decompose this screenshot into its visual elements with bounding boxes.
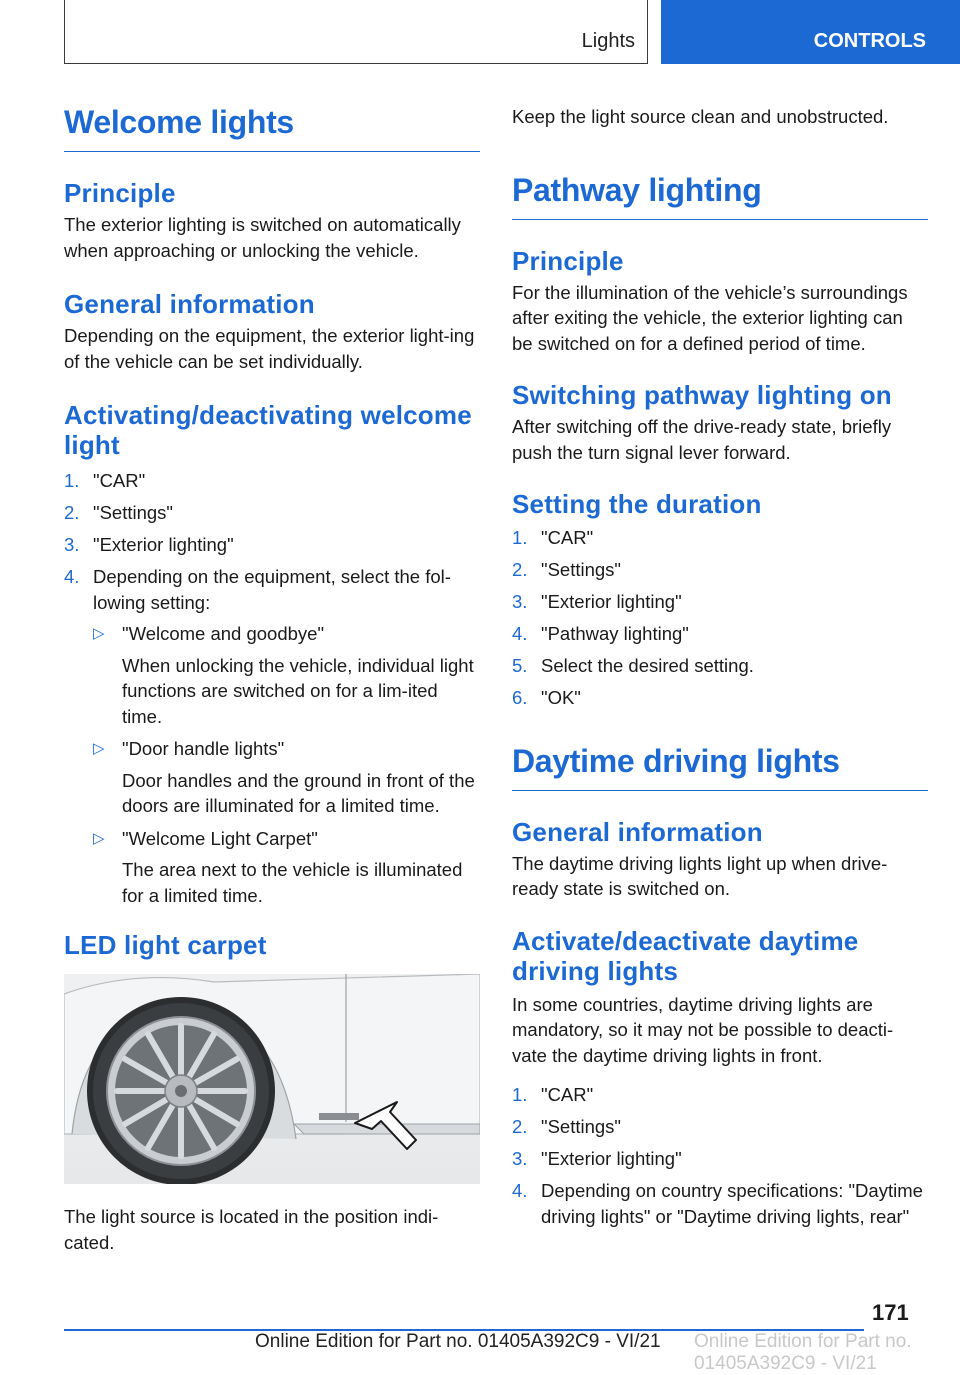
- header-section-label: Lights: [581, 30, 635, 52]
- daytime-driving-title: Daytime driving lights: [512, 739, 928, 791]
- keep-clean-text: Keep the light source clean and unobstructed.: [512, 106, 889, 127]
- step-text: "Exterior lighting": [541, 591, 682, 612]
- step-text: "Pathway lighting": [541, 623, 689, 644]
- step-text: "Exterior lighting": [541, 1148, 682, 1169]
- option-description: The area next to the vehicle is illuminated for a limited time.: [122, 859, 463, 906]
- step-text: Depending on the equipment, select the fol-lowing setting:: [93, 566, 451, 613]
- option-label: "Welcome Light Carpet": [122, 827, 318, 849]
- option-label: "Welcome and goodbye": [122, 623, 325, 644]
- welcome-options-list: [93, 621, 480, 908]
- option-description: Door handles and the ground in front of the doors are illuminated for a limited time.: [122, 769, 475, 816]
- list-item: [512, 653, 928, 679]
- list-item: [512, 1114, 928, 1140]
- list-item: [64, 500, 480, 526]
- step-text: "Settings": [541, 1116, 621, 1137]
- led-carpet-illustration: [64, 974, 480, 1184]
- led-carpet-heading: LED light carpet: [64, 930, 267, 960]
- list-item: [512, 685, 928, 711]
- option-description: When unlocking the vehicle, individual light functions are switched on for a lim-ited time.: [122, 654, 474, 727]
- step-number: 2.: [512, 1116, 528, 1137]
- option-item: [93, 621, 480, 729]
- general-info-text: Depending on the equipment, the exterior light-ing of the vehicle can be set individually.: [64, 325, 475, 372]
- step-number: 1.: [512, 527, 528, 548]
- pathway-principle-text: For the illumination of the vehicle’s surroundings after exiting the vehicle, the exterior lighting can be switched on for a defined period of time.: [512, 281, 908, 354]
- step-number: 4.: [512, 1180, 528, 1201]
- daytime-general-text: The daytime driving lights light up when drive-ready state is switched on.: [512, 852, 888, 899]
- welcome-lights-title: Welcome lights: [64, 100, 480, 152]
- list-item: [64, 532, 480, 558]
- step-text: "CAR": [541, 527, 594, 548]
- pathway-lighting-title: Pathway lighting: [512, 168, 928, 220]
- step-text: "OK": [541, 687, 581, 708]
- page-number: 171: [872, 1300, 909, 1325]
- step-text: "Settings": [541, 559, 621, 580]
- list-item: [512, 557, 928, 583]
- activate-welcome-heading: Activating/deactivating welcome light: [64, 400, 472, 460]
- left-column: [64, 100, 480, 1255]
- step-number: 3.: [64, 534, 80, 555]
- option-label: "Door handle lights": [122, 738, 285, 759]
- step-number: 2.: [64, 502, 80, 523]
- duration-steps-list: [512, 525, 928, 711]
- daytime-steps-list: [512, 1082, 928, 1229]
- step-text: Select the desired setting.: [541, 655, 754, 676]
- setting-duration-heading: Setting the duration: [512, 489, 762, 519]
- list-item: [512, 1178, 928, 1229]
- step-number: 4.: [512, 623, 528, 644]
- list-item: [512, 621, 928, 647]
- triangle-right-icon: ▷: [93, 740, 105, 757]
- daytime-activate-text: In some countries, daytime driving lights are mandatory, so it may not be possible to deacti-vate the daytime driving lights in front.: [512, 993, 894, 1066]
- step-number: 3.: [512, 591, 528, 612]
- step-number: 3.: [512, 1148, 528, 1169]
- list-item: [512, 1146, 928, 1172]
- option-item: [93, 736, 480, 819]
- step-number: 1.: [64, 470, 80, 491]
- daytime-general-heading: General information: [512, 816, 763, 847]
- step-text: "Settings": [93, 502, 173, 523]
- welcome-steps-list: [64, 468, 480, 908]
- option-item: [93, 826, 480, 909]
- list-item: [64, 564, 480, 908]
- header-chapter-label: CONTROLS: [813, 30, 926, 52]
- triangle-right-icon: ▷: [93, 829, 105, 847]
- step-number: 6.: [512, 687, 528, 708]
- step-number: 4.: [64, 566, 80, 587]
- step-text: "Exterior lighting": [93, 534, 234, 555]
- list-item: [64, 468, 480, 494]
- footer-watermark: Online Edition for Part no. 01405A392C9 - VI/21: [694, 1331, 912, 1374]
- switching-pathway-heading: Switching pathway lighting on: [512, 380, 892, 410]
- step-number: 5.: [512, 655, 528, 676]
- principle-text: The exterior lighting is switched on automatically when approaching or unlocking the vehicle.: [64, 214, 461, 261]
- right-column: [512, 100, 928, 1236]
- list-item: [512, 525, 928, 551]
- step-text: Depending on country specifications: "Daytime driving lights" or "Daytime driving lights, rear": [541, 1180, 923, 1227]
- header-section-box: [64, 0, 648, 64]
- led-carpet-caption: The light source is located in the position indi-cated.: [64, 1206, 439, 1253]
- step-number: 1.: [512, 1084, 528, 1105]
- pathway-principle-heading: Principle: [512, 245, 624, 276]
- footer-edition: Online Edition for Part no. 01405A392C9 - VI/21: [255, 1331, 661, 1352]
- daytime-activate-heading: Activate/deactivate daytime driving lights: [512, 925, 859, 986]
- step-number: 2.: [512, 559, 528, 580]
- header-chapter-tab: [661, 0, 960, 64]
- switching-pathway-text: After switching off the drive-ready state, briefly push the turn signal lever forward.: [512, 416, 892, 463]
- general-info-heading: General information: [64, 289, 315, 319]
- step-text: "CAR": [541, 1084, 594, 1105]
- vehicle-wheel-illustration: [64, 974, 480, 1184]
- triangle-right-icon: ▷: [93, 625, 105, 642]
- list-item: [512, 1082, 928, 1108]
- list-item: [512, 589, 928, 615]
- principle-heading: Principle: [64, 178, 176, 208]
- step-text: "CAR": [93, 470, 146, 491]
